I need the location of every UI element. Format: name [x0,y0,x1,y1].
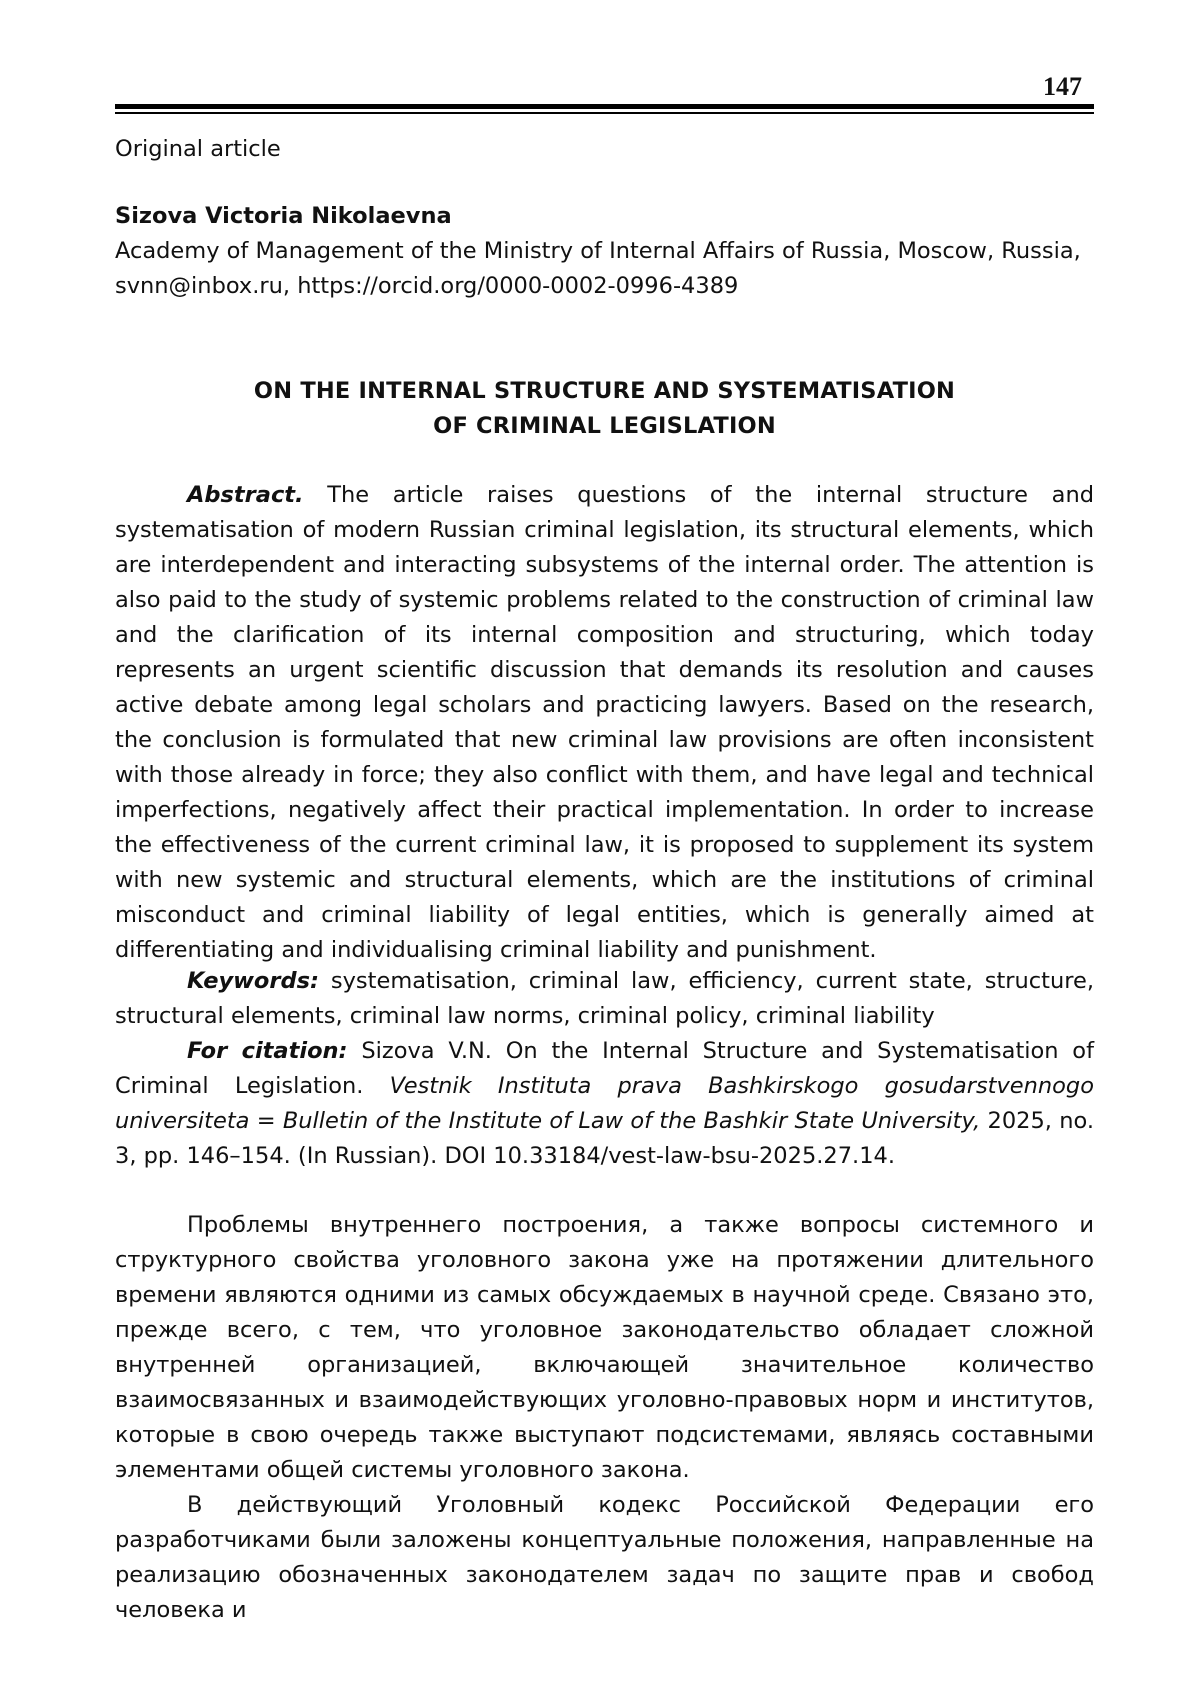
article-type: Original article [115,136,281,162]
header-rule-thin [115,112,1094,114]
citation [115,1034,1094,1174]
abstract-text: The article raises questions of the internal structure and systematisation of modern Russian criminal legislation, its structural elements, which are interdependent and interacting subsystems of the internal order. The attention is also paid to the study of systemic problems related to the construction of criminal law and the clarification of its internal composition and structuring, which today represents an urgent scientific discussion that demands its resolution and causes active debate among legal scholars and practicing lawyers. Based on the research, the conclusion is formulated that new criminal law provisions are often inconsistent with those already in force; they also conflict with them, and have legal and technical imperfections, negatively affect their practical implementation. In order to increase the effectiveness of the current criminal law, it is proposed to supplement its system with new systemic and structural elements, which are the institutions of criminal misconduct and criminal liability of legal entities, which is generally aimed at differentiating and individualising criminal liability and punishment. [115,482,1095,963]
body-paragraph-1: Проблемы внутреннего построения, а также вопросы системного и структурного свойства уголовного закона уже на протяжении длительного времени являются одними из самых обсуждаемых в научной среде. Связано это, прежде всего, с тем, что уголовное законодательство обладает сложной внутренней организацией, включающей значительное количество взаимосвязанных и взаимодействующих уголовно-правовых норм и институтов, которые в свою очередь также выступают подсистемами, являясь составными элементами общей системы уголовного закона. [115,1212,1094,1483]
author-name: Sizova Victoria Nikolaevna [115,203,452,229]
keywords [115,964,1094,1034]
title-line-1: ON THE INTERNAL STRUCTURE AND SYSTEMATISATION [253,378,956,404]
citation-label: For citation: [187,1038,348,1064]
keywords-text: systematisation, criminal law, efficiency, current state, structure, structural elements, criminal law norms, criminal policy, criminal liability [115,968,1095,1029]
citation-text: Sizova V.N. On the Internal Structure and Systematisation of Criminal Legislation. [115,1038,1094,1099]
header-rule-thick [115,104,1094,109]
title-line-2: OF CRIMINAL LEGISLATION [433,413,776,439]
body-paragraph-2: В действующий Уголовный кодекс Российской Федерации его разработчиками были заложены концептуальные положения, направленные на реализацию обозначенных законодателем задач по защите прав и свобод человека и [115,1492,1094,1623]
author-affiliation: Academy of Management of the Ministry of Internal Affairs of Russia, Moscow, Russia, svnn@inbox.ru, https://orcid.org/0000-0002-0996-4389 [115,238,1081,299]
keywords-label: Keywords: [187,968,319,994]
page-number: 147 [1043,72,1082,101]
abstract [115,478,1094,968]
article-title [115,374,1094,444]
abstract-label: Abstract. [187,482,304,508]
citation-details: 2025, no. 3, pp. 146–154. (In Russian). DOI 10.33184/vest-law-bsu-2025.27.14. [115,1108,1094,1169]
citation-journal: Vestnik Instituta prava Bashkirskogo gosudarstvennogo universiteta = Bulletin of the Institute of Law of the Bashkir State University, [115,1073,1094,1134]
